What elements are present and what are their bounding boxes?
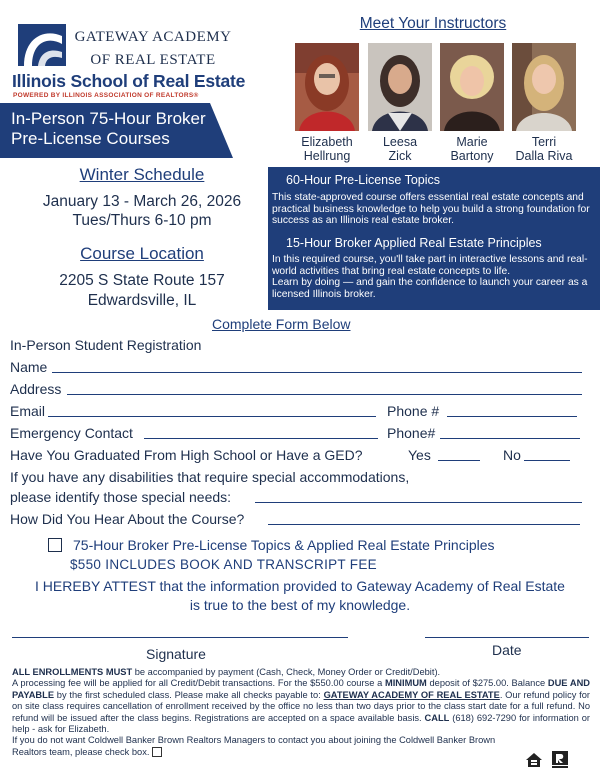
attestation-line2: is true to the best of my knowledge. <box>189 597 411 613</box>
address-field[interactable] <box>67 394 582 395</box>
email-field[interactable] <box>48 416 376 417</box>
form-heading: Complete Form Below <box>212 316 351 332</box>
date-field[interactable] <box>425 637 589 638</box>
disability-question-line2: please identify those special needs: <box>10 489 232 505</box>
emergency-phone-label: Phone# <box>387 425 436 441</box>
course-option-checkbox[interactable] <box>48 538 62 552</box>
instructors-heading: Meet Your Instructors <box>359 15 507 32</box>
course-option-label: 75-Hour Broker Pre-License Topics & Applied Real Estate Principles <box>73 537 495 553</box>
instructor-name: Elizabeth Hellrung <box>301 135 353 163</box>
course-banner-title: In-Person 75-Hour Broker Pre-License Courses <box>11 109 206 148</box>
graduated-question: Have You Graduated From High School or Have a GED? <box>10 447 363 463</box>
powered-by-text: POWERED BY ILLINOIS ASSOCIATION OF REALTORS® <box>13 92 199 99</box>
attestation-line1: I HEREBY ATTEST that the information provided to Gateway Academy of Real Estate <box>35 578 565 594</box>
graduated-no-field[interactable] <box>524 460 570 461</box>
isre-brand: Illinois School of Real Estate <box>12 71 246 91</box>
location-address-line1: 2205 S State Route 157 <box>59 272 225 289</box>
name-label: Name <box>10 359 48 375</box>
emergency-contact-field[interactable] <box>144 438 378 439</box>
instructor-photo-terri <box>512 43 576 131</box>
academy-logo-icon <box>18 24 66 66</box>
disability-field[interactable] <box>255 502 582 503</box>
topics-body-15hour: In this required course, you'll take part in interactive lessons and real-world activities that bring real estate concepts to life. Learn by doing — and gain the confidence to launch your career as a licensed Illinois broker. <box>272 254 588 300</box>
graduated-yes-field[interactable] <box>438 460 480 461</box>
school-name: GATEWAY ACADEMY OF REAL ESTATE <box>74 29 232 68</box>
schedule-dates: January 13 - March 26, 2026 <box>42 193 242 210</box>
signature-field[interactable] <box>12 637 348 638</box>
signature-label: Signature <box>146 646 206 662</box>
phone-field[interactable] <box>447 416 577 417</box>
topics-title-60hour: 60-Hour Pre-License Topics <box>286 173 441 187</box>
price-note: $550 INCLUDES BOOK AND TRANSCRIPT FEE <box>70 557 377 572</box>
name-field[interactable] <box>52 372 582 373</box>
date-label: Date <box>492 642 522 658</box>
hear-about-question: How Did You Hear About the Course? <box>10 511 245 527</box>
hear-about-field[interactable] <box>268 524 580 525</box>
graduated-yes-label: Yes <box>408 447 431 463</box>
schedule-times: Tues/Thurs 6-10 pm <box>72 212 212 229</box>
instructor-name: Marie Bartony <box>450 135 494 163</box>
course-topics-box <box>268 167 600 310</box>
instructor-photo-marie <box>440 43 504 131</box>
topics-body-60hour: This state-approved course offers essential real estate concepts and practical business knowledge to help you build a strong foundation for success as an Illinois real estate broker. <box>272 192 590 227</box>
equal-housing-icon <box>525 752 543 768</box>
location-heading: Course Location <box>80 244 204 263</box>
schedule-heading: Winter Schedule <box>79 165 205 184</box>
graduated-no-label: No <box>503 447 521 463</box>
enrollment-terms: ALL ENROLLMENTS MUST be accompanied by payment (Cash, Check, Money Order or Credit/Debit). A processing fee will be applied for all Credit/Debit transactions. For the $550.00 course a MINIMUM deposit of $275.00. Balance DUE AND PAYABLE by the first scheduled class. Please make all checks payable to: GATEWAY ACADEMY OF REAL ESTATE. Our refund policy for on site class requires cancellation of enrollment received by the office no less than two days prior to the class start date for a full refund. No refund will be issued after the class begins. Registrations are accepted on a space available basis. CALL (618) 692-7290 for information or help - ask for Elizabeth. If you do not want Coldwell Banker Brown Realtors Managers to contact you about joining the Coldwell Banker Brown Realtors team, please check box. <box>12 667 590 757</box>
instructor-name: Leesa Zick <box>382 135 418 163</box>
address-label: Address <box>10 381 62 397</box>
instructor-photo-elizabeth <box>295 43 359 131</box>
disability-question-line1: If you have any disabilities that require special accommodations, <box>10 469 410 485</box>
opt-out-checkbox[interactable] <box>152 747 162 757</box>
realtor-icon <box>552 751 568 769</box>
instructor-name: Terri Dalla Riva <box>515 135 573 163</box>
topics-title-15hour: 15-Hour Broker Applied Real Estate Principles <box>286 236 542 250</box>
emergency-phone-field[interactable] <box>440 438 580 439</box>
phone-label: Phone # <box>387 403 440 419</box>
emergency-contact-label: Emergency Contact <box>10 425 133 441</box>
form-subtitle: In-Person Student Registration <box>10 337 202 353</box>
instructor-photo-leesa <box>368 43 432 131</box>
location-address-line2: Edwardsville, IL <box>87 292 197 309</box>
email-label: Email <box>10 403 46 419</box>
